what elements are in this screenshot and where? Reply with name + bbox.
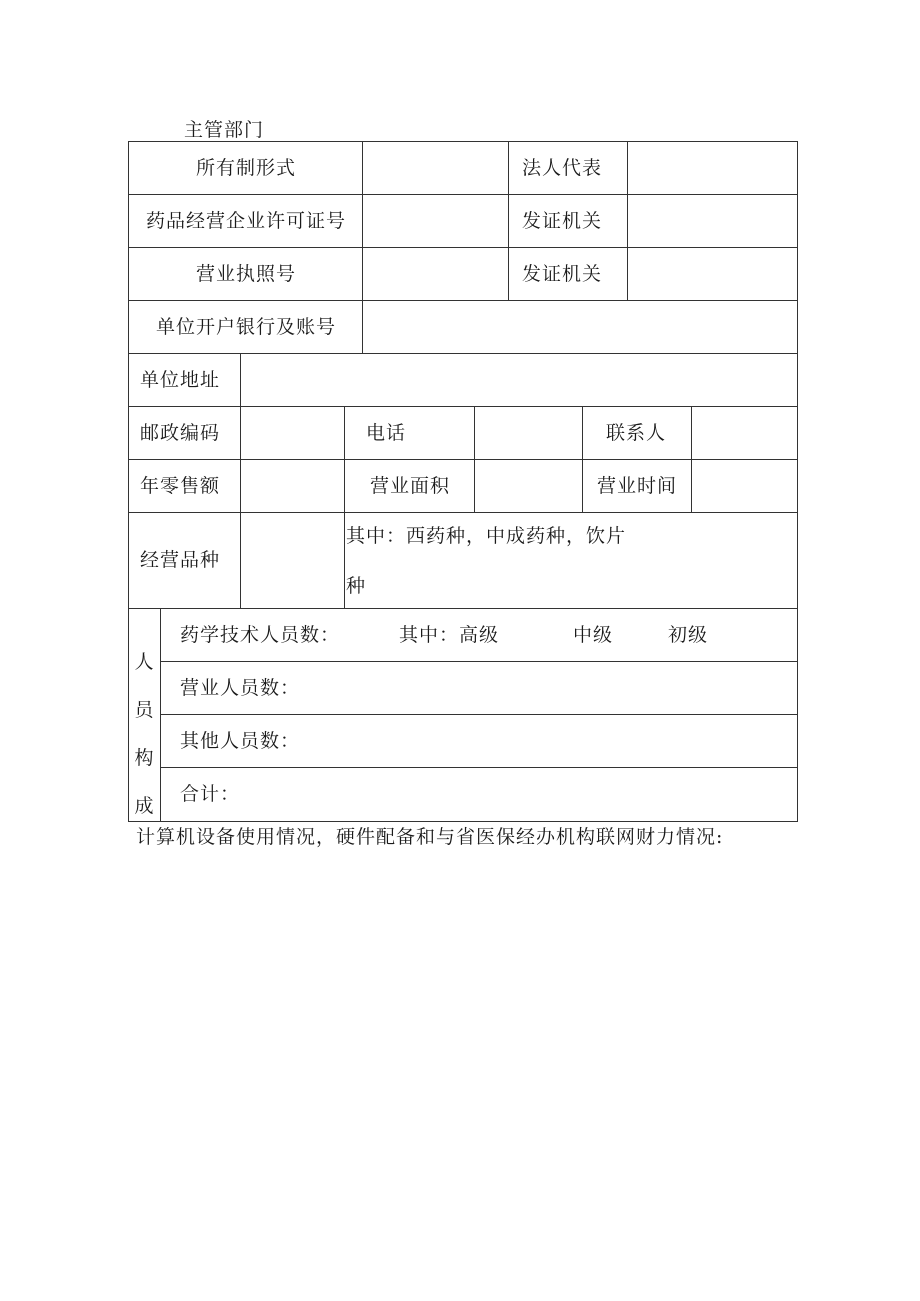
- business-hours-label: 营业时间: [597, 475, 678, 497]
- col-divider: [160, 608, 161, 822]
- varieties-label: 经营品种: [140, 549, 221, 571]
- table-border-right: [797, 141, 798, 822]
- row-divider: [128, 459, 798, 460]
- junior-level-label: 初级: [668, 624, 709, 646]
- address-label: 单位地址: [140, 369, 221, 391]
- varieties-detail-line2: 种: [346, 575, 367, 597]
- license-label: 药品经营企业许可证号: [146, 210, 347, 232]
- legal-rep-label: 法人代表: [522, 157, 603, 179]
- senior-level-label: 其中：高级: [399, 624, 500, 646]
- row-divider: [128, 353, 798, 354]
- row-divider: [128, 300, 798, 301]
- issuer-label: 发证机关: [522, 210, 603, 232]
- ownership-label: 所有制形式: [196, 157, 297, 179]
- total-label: 合计：: [180, 783, 241, 805]
- table-border-left: [128, 141, 129, 822]
- row-divider: [160, 767, 798, 768]
- mid-level-label: 中级: [573, 624, 614, 646]
- col-divider: [474, 406, 475, 512]
- row-divider: [128, 247, 798, 248]
- bank-account-label: 单位开户银行及账号: [156, 316, 337, 338]
- postcode-label: 邮政编码: [140, 422, 221, 444]
- col-divider: [582, 406, 583, 512]
- business-staff-label: 营业人员数：: [180, 677, 301, 699]
- business-area-label: 营业面积: [370, 475, 451, 497]
- col-divider: [362, 141, 363, 353]
- varieties-detail-line1: 其中：西药种，中成药种，饮片: [346, 525, 627, 547]
- row-divider: [160, 714, 798, 715]
- row-divider: [128, 406, 798, 407]
- computer-equipment-note: 计算机设备使用情况，硬件配备和与省医保经办机构联网财力情况:: [136, 826, 724, 848]
- department-label: 主管部门: [184, 119, 265, 141]
- col-divider: [240, 353, 241, 608]
- business-license-label: 营业执照号: [196, 263, 297, 285]
- pharm-staff-label: 药学技术人员数：: [180, 624, 341, 646]
- col-divider: [508, 141, 509, 300]
- staff-composition-label: 人 员 构 成: [134, 651, 154, 817]
- issuer-label: 发证机关: [522, 263, 603, 285]
- other-staff-label: 其他人员数：: [180, 730, 301, 752]
- col-divider: [691, 406, 692, 512]
- contact-label: 联系人: [606, 422, 667, 444]
- col-divider: [627, 141, 628, 300]
- row-divider: [128, 194, 798, 195]
- row-divider: [128, 512, 798, 513]
- row-divider: [128, 608, 798, 609]
- col-divider: [344, 406, 345, 608]
- phone-label: 电话: [366, 422, 407, 444]
- table-border-top: [128, 141, 798, 142]
- annual-sales-label: 年零售额: [140, 475, 221, 497]
- row-divider: [160, 661, 798, 662]
- table-border-bottom: [128, 821, 798, 822]
